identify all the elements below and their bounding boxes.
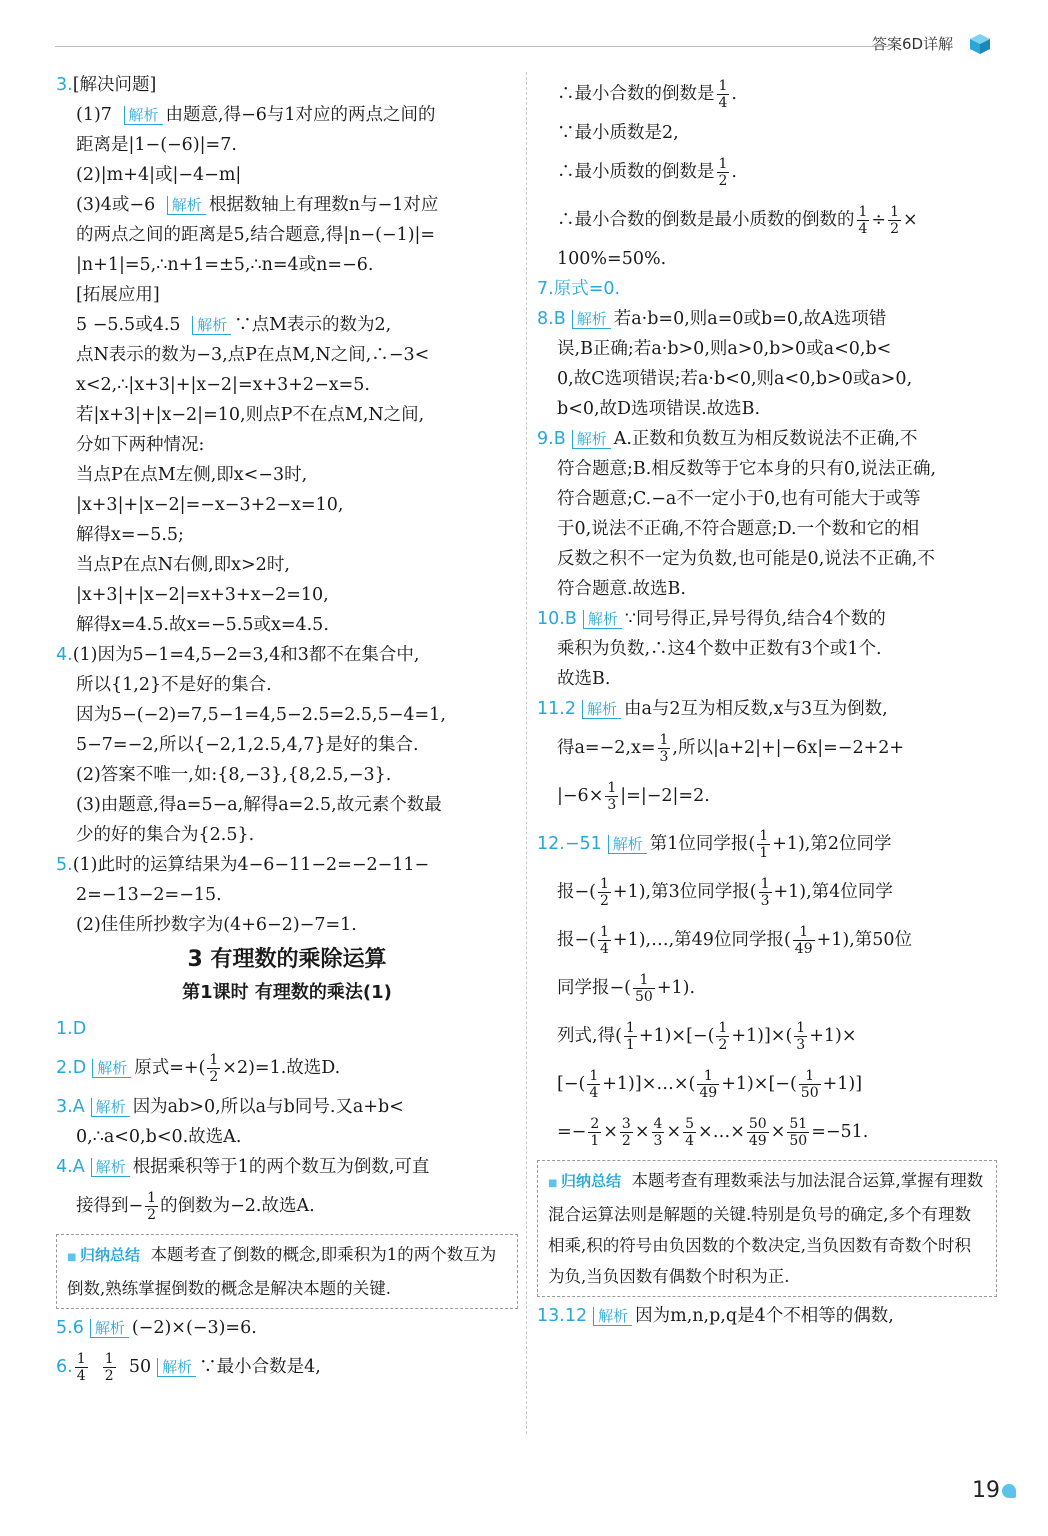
left-answer-lines — [56, 70, 518, 940]
summary-box-2: ■ 归纳总结 本题考查有理数乘法与加法混合运算,掌握有理数混合运算法则是解题的关键.特别是负号的确定,多个有理数相乘,积的符号由负因数的个数决定,当负因数有奇数个时积为负,当负因数有偶数个时积为正. — [537, 1160, 997, 1297]
fraction: $\frac{1}{2}$ — [104, 1351, 114, 1384]
lesson-subtitle: 第1课时 有理数的乘法(1) — [182, 982, 392, 1003]
answer-10: 10.B 解析 ∵同号得正,异号得负,结合4个数的 — [537, 609, 886, 629]
answer-line: x<2,∴|x+3|+|x−2|=x+3+2−x=5. — [76, 375, 370, 395]
fraction: $\frac{1}{4}$ — [600, 924, 609, 957]
fraction: $\frac{1}{4}$ — [589, 1068, 599, 1101]
analysis-tag: 解析 — [90, 1319, 129, 1338]
analysis-tag: 解析 — [608, 835, 647, 854]
answer-line: 4.(1)因为5−1=4,5−2=3,4和3都不在集合中, — [56, 645, 420, 665]
fraction: $\frac{1}{49}$ — [699, 1068, 718, 1101]
answer-line: 解得x=4.5.故x=−5.5或x=4.5. — [76, 615, 329, 635]
answer-12: 12.−51 解析 第1位同学报( $\frac{1}{1}$ +1),第2位同学 — [537, 828, 892, 861]
answer-line: |n+1|=5,∴n+1=±5,∴n=4或n=−6. — [76, 255, 374, 275]
fraction: $\frac{1}{2}$ — [147, 1190, 157, 1223]
fraction: $\frac{1}{2}$ — [718, 1020, 728, 1053]
page-corner-icon — [1002, 1484, 1016, 1498]
fraction: $\frac{2}{1}$ — [590, 1116, 600, 1149]
answer-line: (3)由题意,得a=5−a,解得a=2.5,故元素个数最 — [76, 795, 442, 815]
fraction: $\frac{1}{4}$ — [76, 1351, 86, 1384]
fraction: $\frac{1}{2}$ — [718, 156, 728, 189]
answer-line: |x+3|+|x−2|=x+3+x−2=10, — [76, 585, 329, 605]
summary-box-1: ■ 归纳总结 本题考查了倒数的概念,即乘积为1的两个数互为倒数,熟练掌握倒数的概念是解决本题的关键. — [56, 1234, 518, 1309]
answer-line: 5 −5.5或4.5 解析 ∵点M表示的数为2, — [76, 315, 392, 335]
fraction: $\frac{1}{3}$ — [607, 780, 617, 813]
answer-line: (2)|m+4|或|−4−m| — [76, 165, 242, 185]
fraction: $\frac{1}{2}$ — [600, 876, 609, 909]
answer-line: 分如下两种情况: — [76, 435, 205, 455]
fraction: $\frac{5}{4}$ — [685, 1116, 695, 1149]
fraction: $\frac{4}{3}$ — [653, 1116, 663, 1149]
header-rule — [55, 46, 888, 47]
analysis-tag: 解析 — [92, 1059, 131, 1078]
answer-11: 11.2 解析 由a与2互为相反数,x与3互为倒数, — [537, 699, 888, 719]
answer-line: 当点P在点M左侧,即x<−3时, — [76, 465, 308, 485]
fraction: $\frac{1}{50}$ — [635, 972, 653, 1005]
analysis-tag: 解析 — [91, 1158, 130, 1177]
fraction: $\frac{1}{3}$ — [796, 1020, 806, 1053]
analysis-tag: 解析 — [91, 1098, 130, 1117]
analysis-tag: 解析 — [167, 196, 206, 215]
answer-line: 点N表示的数为−3,点P在点M,N之间,∴−3< — [76, 345, 430, 365]
answer-6: 6. $\frac{1}{4}$ $\frac{1}{2}$ 50 解析 ∵最小合数是4, — [56, 1351, 321, 1384]
fraction: $\frac{1}{4}$ — [858, 204, 868, 237]
analysis-tag: 解析 — [582, 700, 621, 719]
answer-line: (3)4或−6 解析 根据数轴上有理数n与−1对应 — [76, 195, 439, 215]
fraction: $\frac{1}{2}$ — [890, 204, 900, 237]
fraction: $\frac{1}{3}$ — [760, 876, 770, 909]
answer-4: 4.A 解析 根据乘积等于1的两个数互为倒数,可直 — [56, 1157, 430, 1177]
fraction: $\frac{1}{1}$ — [759, 828, 769, 861]
analysis-tag: 解析 — [583, 610, 622, 629]
answer-line: (2)答案不唯一,如:{8,−3},{8,2.5,−3}. — [76, 765, 392, 785]
answer-line: |x+3|+|x−2|=−x−3+2−x=10, — [76, 495, 344, 515]
analysis-tag: 解析 — [124, 106, 163, 125]
column-divider — [526, 72, 527, 1434]
fraction: $\frac{1}{1}$ — [625, 1020, 635, 1053]
answer-8: 8.B 解析 若a·b=0,则a=0或b=0,故A选项错 — [537, 309, 887, 329]
answer-3: 3.A 解析 因为ab>0,所以a与b同号.又a+b< — [56, 1097, 404, 1117]
fraction: $\frac{50}{49}$ — [748, 1116, 767, 1149]
fraction: $\frac{1}{2}$ — [209, 1052, 219, 1085]
answer-line: (2)佳佳所抄数字为(4+6−2)−7=1. — [76, 915, 357, 935]
fraction: $\frac{3}{2}$ — [621, 1116, 631, 1149]
fraction: $\frac{1}{50}$ — [800, 1068, 819, 1101]
answer-line: 当点P在点N右侧,即x>2时, — [76, 555, 290, 575]
answer-line: 解得x=−5.5; — [76, 525, 184, 545]
fraction: $\frac{1}{49}$ — [794, 924, 813, 957]
analysis-tag: 解析 — [572, 430, 611, 449]
answer-line: 少的好的集合为{2.5}. — [76, 825, 255, 845]
analysis-tag: 解析 — [192, 316, 231, 335]
answer-line: 因为5−(−2)=7,5−1=4,5−2.5=2.5,5−4=1, — [76, 705, 446, 725]
answer-line: 的两点之间的距离是5,结合题意,得|n−(−1)|= — [76, 225, 436, 245]
answer-line: 2=−13−2=−15. — [76, 885, 222, 905]
answer-line: 3.[解决问题] — [56, 75, 157, 95]
section-title: 3 有理数的乘除运算 — [187, 947, 387, 972]
fraction: $\frac{51}{50}$ — [789, 1116, 808, 1149]
answer-line: [拓展应用] — [76, 285, 160, 305]
fraction: $\frac{1}{3}$ — [659, 732, 669, 765]
cube-logo-icon — [968, 32, 992, 56]
answer-2: 2.D 解析 原式=+( $\frac{1}{2}$ ×2)=1.故选D. — [56, 1052, 341, 1085]
right-column: ∴最小合数的倒数是 $\frac{1}{4}$ . ∵最小质数是2, ∴最小质数的倒数是 $\frac{1}{2}$ . ∴最小合数的倒数是最小质数的倒数的 $\frac{1}{4}$ ÷ $\frac{1}{2}$ × 100%=50%. 7.原式=0. 8.B 解析 若a·b=0,则a=0或b=0,故A选项错 误,B正确;若a·b>0,则a>0,b>0或a<0,b< 0,故C选项错误;若a·b<0,则a<0,b>0或a>0, b<0,故D选项错误.故选B. 9.B 解析 A.正数和负数互为相反数说法不正确,不 符合题意;B.相反数等于它本身的只有0,说法正确, 符合题意;C.−a不一定小于0,也有可能大于或等 于0,说法不正确,不符合题意;D.一个数和它的相 反数之积不一定为负数,也可能是0,说法不正确,不 符合题意.故选B. 10.B 解析 ∵同号得正,异号得负,结合4个数的 乘积为负数,∴这4个数中正数有3个或1个. 故选B. 11.2 解析 由a与2互为相反数,x与3互为倒数, 得a=−2,x= $\frac{1}{3}$ ,所以|a+2|+|−6x|=−2+2+ |−6× $\frac{1}{3}$ |=|−2|=2. 12.−51 解析 第1位同学报( $\frac{1}{1}$ +1),第2位同学 报−( $\frac{1}{2}$ +1),第3位同学报( $\frac{1}{3}$ +1),第4位同学 报−( $\frac{1}{4}$ +1),…,第49位同学报( $\frac{1}{49}$ +1),第50位 同学报−( $\frac{1}{50}$ +1). 列式,得( $\frac{1}{1}$ +1)×[−( $\frac{1}{2}$ +1)]×( $\frac{1}{3}$ +1)× [−( $\frac{1}{4}$ +1)]×…×( $\frac{1}{49}$ +1)×[−( $\frac{1}{50}$ +1)] =− $\frac{2}{1}$ × $\frac{3}{2}$ × $\frac{4}{3}$ × $\frac{5}{4}$ ×…× $\frac{50}{49}$ × $\frac{51}{50}$ =−51. ■ 归纳总结 本题考查有理数乘法与加法混合运算,掌握有理数混合运算法则是解题的关键.特别是负号的确定,多个有理数相乘,积的符号由负因数的个数决定,当负因数有奇数个时积为负,当负因数有偶数个时积为正. 13.12 解析 因为m,n,p,q是4个不相等的偶数, — [537, 70, 997, 1331]
header-title: 答案6D详解 — [872, 35, 954, 53]
answer-13: 13.12 解析 因为m,n,p,q是4个不相等的偶数, — [537, 1306, 894, 1326]
answer-line: (1)7 解析 由题意,得−6与1对应的两点之间的 — [76, 105, 436, 125]
answer-line: 所以{1,2}不是好的集合. — [76, 675, 272, 695]
analysis-tag: 解析 — [572, 310, 611, 329]
analysis-tag: 解析 — [157, 1358, 196, 1377]
analysis-tag: 解析 — [593, 1307, 632, 1326]
left-column: 3.[解决问题] (1)7 解析 由题意,得−6与1对应的两点之间的 距离是|1−(−6)|=7. (2)|m+4|或|−4−m| (3)4或−6 解析 根据数轴上有理数n与−1对应 的两点之间的距离是5,结合题意,得|n−(−1)|= |n+1|=5,∴n+1=±5,∴n=4或n=−6. [拓展应用] 5 −5.5或4.5 解析 ∵点M表示的数为2, 点N表示的数为−3,点P在点M,N之间,∴−3< x<2,∴|x+3|+|x−2|=x+3+2−x=5. 若|x+3|+|x−2|=10,则点P不在点M,N之间, 分如下两种情况: 当点P在点M左侧,即x<−3时, |x+3|+|x−2|=−x−3+2−x=10, 解得x=−5.5; 当点P在点N右侧,即x>2时, |x+3|+|x−2|=x+3+x−2=10, 解得x=4.5.故x=−5.5或x=4.5. 4.(1)因为5−1=4,5−2=3,4和3都不在集合中, 所以{1,2}不是好的集合. 因为5−(−2)=7,5−1=4,5−2.5=2.5,5−4=1, 5−7=−2,所以{−2,1,2.5,4,7}是好的集合. (2)答案不唯一,如:{8,−3},{8,2.5,−3}. (3)由题意,得a=5−a,解得a=2.5,故元素个数最 少的好的集合为{2.5}. 5.(1)此时的运算结果为4−6−11−2=−2−11− 2=−13−2=−15. (2)佳佳所抄数字为(4+6−2)−7=1. 3 有理数的乘除运算 第1课时 有理数的乘法(1) 1.D 2.D 解析 原式=+( $\frac{1}{2}$ ×2)=1.故选D. 3.A 解析 因为ab>0,所以a与b同号.又a+b< 0,∴a<0,b<0.故选A. 4.A 解析 根据乘积等于1的两个数互为倒数,可直 接得到− $\frac{1}{2}$ 的倒数为−2.故选A. ■ 归纳总结 本题考查了倒数的概念,即乘积为1的两个数互为倒数,熟练掌握倒数的概念是解决本题的关键. 5.6 解析 (−2)×(−3)=6. 6. $\frac{1}{4}$ $\frac{1}{2}$ 50 解析 ∵最小合数是4, — [56, 70, 518, 1391]
answer-9: 9.B 解析 A.正数和负数互为相反数说法不正确,不 — [537, 429, 918, 449]
page-number: 19 — [972, 1478, 1000, 1503]
answer-line: 若|x+3|+|x−2|=10,则点P不在点M,N之间, — [76, 405, 425, 425]
answer-1: 1.D — [56, 1019, 87, 1039]
answer-line: 5−7=−2,所以{−2,1,2.5,4,7}是好的集合. — [76, 735, 419, 755]
answer-line: 距离是|1−(−6)|=7. — [76, 135, 237, 155]
answer-line: 5.(1)此时的运算结果为4−6−11−2=−2−11− — [56, 855, 430, 875]
fraction: $\frac{1}{4}$ — [718, 78, 728, 111]
answer-5: 5.6 解析 (−2)×(−3)=6. — [56, 1318, 257, 1338]
answer-7: 7.原式=0. — [537, 279, 621, 299]
